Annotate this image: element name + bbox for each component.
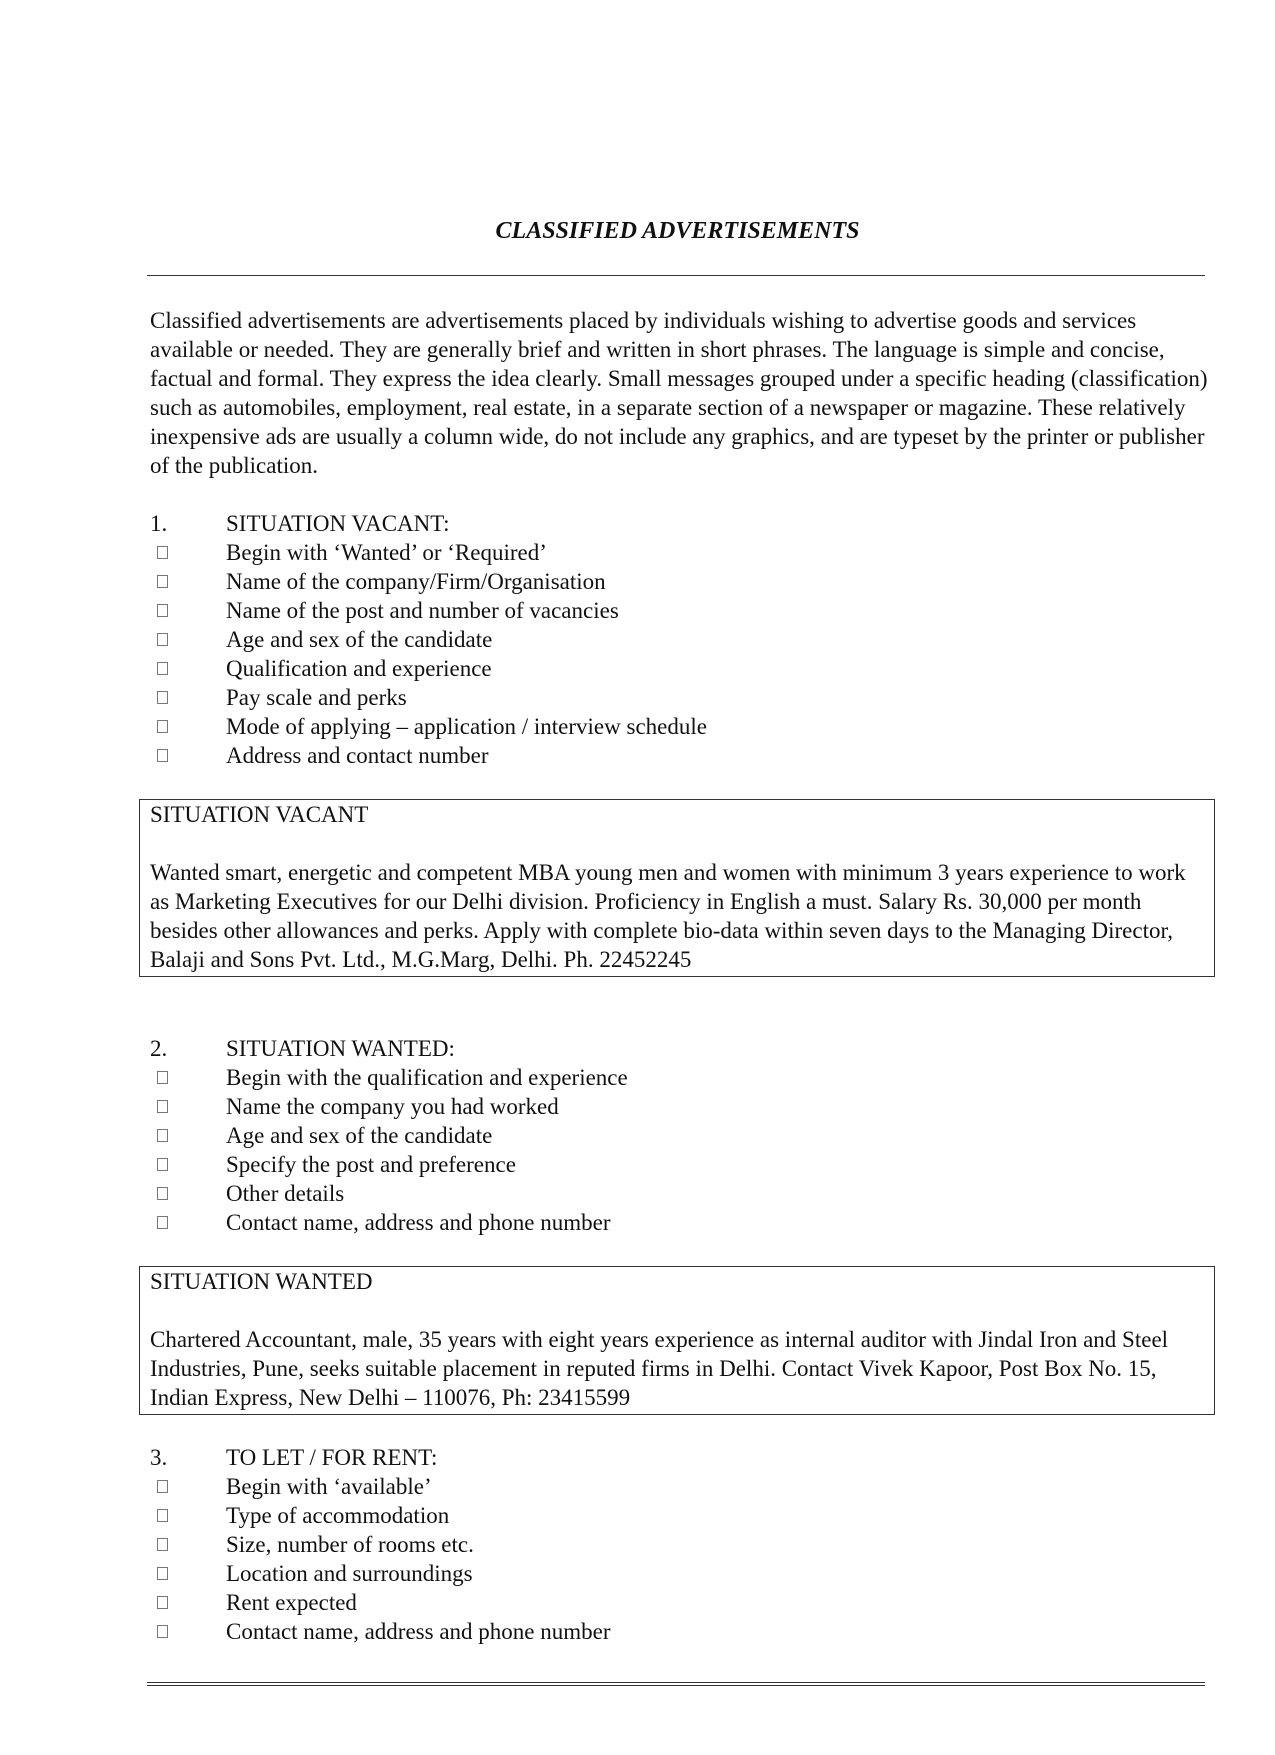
checklist <box>150 538 1210 770</box>
list-item-label: Name the company you had worked <box>226 1094 559 1119</box>
checkbox-icon <box>157 633 168 646</box>
checkbox-icon <box>157 1538 168 1551</box>
list-item-label: Age and sex of the candidate <box>226 1123 493 1148</box>
list-item <box>150 1617 1210 1646</box>
section-to-let <box>150 1443 1210 1646</box>
list-item <box>150 1588 1210 1617</box>
list-item <box>150 1121 1210 1150</box>
list-item <box>150 1179 1210 1208</box>
checkbox-icon <box>157 1567 168 1580</box>
intro-paragraph: Classified advertisements are advertisements placed by individuals wishing to advertise goods and services available or needed. They are generally brief and written in short phrases. The language is simple and concise, factual and formal. They express the idea clearly. Small messages grouped under a specific heading (classification) such as automobiles, employment, real estate, in a separate section of a newspaper or magazine. These relatively inexpensive ads are usually a column wide, do not include any graphics, and are typeset by the printer or publisher of the publication. <box>150 308 1208 478</box>
checkbox-icon <box>157 1158 168 1171</box>
example-box-situation-vacant <box>139 799 1215 977</box>
checkbox-icon <box>157 1100 168 1113</box>
checkbox-icon <box>157 1509 168 1522</box>
list-item-label: Rent expected <box>226 1590 357 1615</box>
list-item <box>150 712 1210 741</box>
list-item-label: Begin with ‘available’ <box>226 1474 432 1499</box>
checkbox-icon <box>157 1129 168 1142</box>
list-item <box>150 625 1210 654</box>
list-item <box>150 1092 1210 1121</box>
checkbox-icon <box>157 604 168 617</box>
list-item <box>150 1501 1210 1530</box>
list-item-label: Specify the post and preference <box>226 1152 516 1177</box>
checkbox-icon <box>157 662 168 675</box>
section-heading <box>150 1443 1210 1472</box>
checkbox-icon <box>157 720 168 733</box>
list-item-label: Type of accommodation <box>226 1503 450 1528</box>
example-box-situation-wanted <box>139 1266 1215 1415</box>
list-item <box>150 1530 1210 1559</box>
list-item-label: Address and contact number <box>226 743 489 768</box>
section-number: 2. <box>150 1036 168 1061</box>
section-heading <box>150 509 1210 538</box>
list-item <box>150 1063 1210 1092</box>
section-title: TO LET / FOR RENT: <box>226 1445 438 1470</box>
list-item-label: Other details <box>226 1181 345 1206</box>
checkbox-icon <box>157 546 168 559</box>
list-item <box>150 683 1210 712</box>
list-item-label: Contact name, address and phone number <box>226 1619 611 1644</box>
section-heading <box>150 1034 1210 1063</box>
checkbox-icon <box>157 1480 168 1493</box>
list-item <box>150 567 1210 596</box>
list-item <box>150 538 1210 567</box>
checkbox-icon <box>157 575 168 588</box>
section-situation-vacant <box>150 509 1210 770</box>
list-item-label: Pay scale and perks <box>226 685 407 710</box>
list-item-label: Name of the company/Firm/Organisation <box>226 569 606 594</box>
checkbox-icon <box>157 1071 168 1084</box>
list-item <box>150 1559 1210 1588</box>
section-number: 3. <box>150 1445 168 1470</box>
list-item <box>150 1150 1210 1179</box>
list-item-label: Mode of applying – application / interview schedule <box>226 714 707 739</box>
checkbox-icon <box>157 1596 168 1609</box>
example-body: Wanted smart, energetic and competent MBA young men and women with minimum 3 years experience to work as Marketing Executives for our Delhi division. Proficiency in English a must. Salary Rs. 30,000 per month besides other allowances and perks. Apply with complete bio-data within seven days to the Managing Director, Balaji and Sons Pvt. Ltd., M.G.Marg, Delhi. Ph. 22452245 <box>150 860 1186 972</box>
checklist <box>150 1472 1210 1646</box>
list-item-label: Location and surroundings <box>226 1561 473 1586</box>
list-item-label: Size, number of rooms etc. <box>226 1532 474 1557</box>
section-title: SITUATION WANTED: <box>226 1036 455 1061</box>
checkbox-icon <box>157 1187 168 1200</box>
checkbox-icon <box>157 1216 168 1229</box>
list-item-label: Begin with ‘Wanted’ or ‘Required’ <box>226 540 547 565</box>
top-divider <box>147 275 1205 276</box>
checkbox-icon <box>157 749 168 762</box>
list-item <box>150 741 1210 770</box>
section-title: SITUATION VACANT: <box>226 511 450 536</box>
section-number: 1. <box>150 511 168 536</box>
list-item-label: Qualification and experience <box>226 656 492 681</box>
document-title: CLASSIFIED ADVERTISEMENTS <box>495 218 860 244</box>
checkbox-icon <box>157 691 168 704</box>
bottom-divider <box>147 1682 1205 1686</box>
example-title: SITUATION VACANT <box>150 802 369 827</box>
list-item <box>150 654 1210 683</box>
checkbox-icon <box>157 1625 168 1638</box>
list-item-label: Age and sex of the candidate <box>226 627 493 652</box>
list-item-label: Name of the post and number of vacancies <box>226 598 619 623</box>
list-item <box>150 1208 1210 1237</box>
section-situation-wanted <box>150 1034 1210 1237</box>
list-item-label: Begin with the qualification and experience <box>226 1065 628 1090</box>
checklist <box>150 1063 1210 1237</box>
list-item <box>150 596 1210 625</box>
example-title: SITUATION WANTED <box>150 1269 373 1294</box>
list-item-label: Contact name, address and phone number <box>226 1210 611 1235</box>
example-body: Chartered Accountant, male, 35 years with eight years experience as internal auditor with Jindal Iron and Steel Industries, Pune, seeks suitable placement in reputed firms in Delhi. Contact Vivek Kapoor, Post Box No. 15, Indian Express, New Delhi – 110076, Ph: 23415599 <box>150 1327 1169 1410</box>
list-item <box>150 1472 1210 1501</box>
